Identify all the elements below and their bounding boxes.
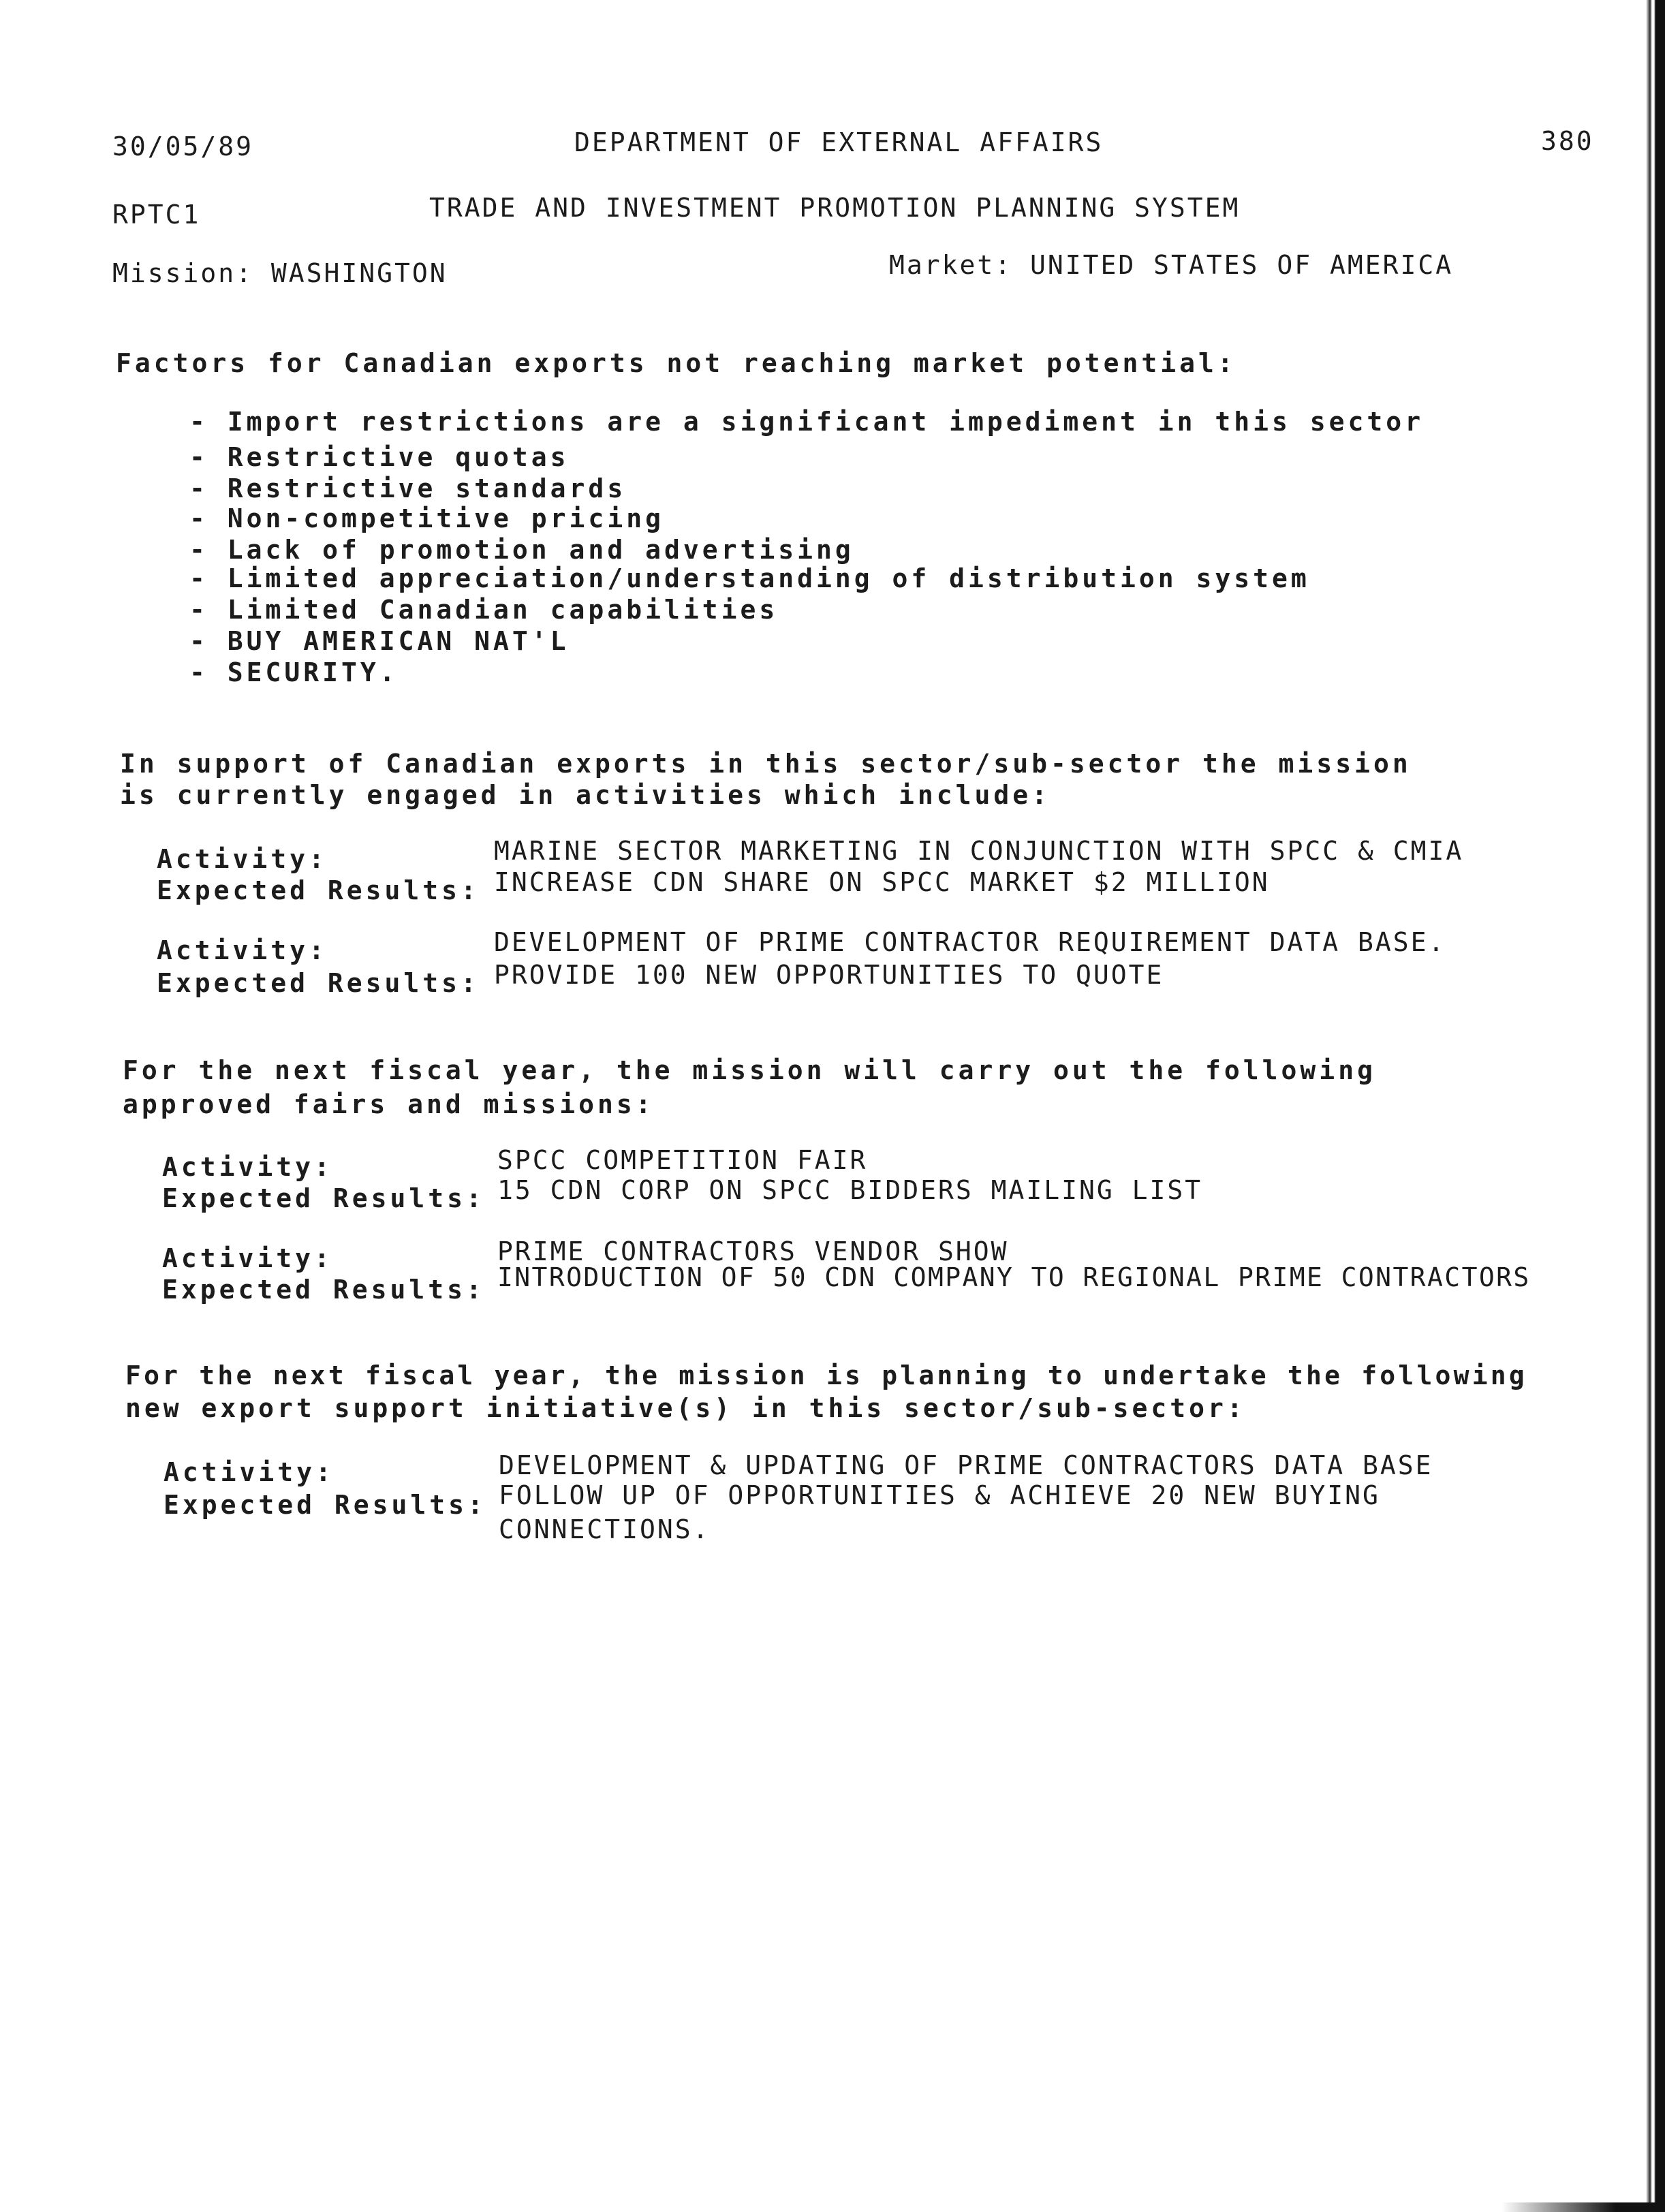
factor-item: - SECURITY.: [189, 657, 399, 687]
activity-label: Activity:: [162, 1152, 333, 1182]
expected-results-label: Expected Results:: [162, 1275, 485, 1305]
activity-label: Activity:: [162, 1243, 333, 1273]
initiatives-intro-line: For the next fiscal year, the mission is planning to undertake the following: [125, 1360, 1527, 1390]
mission-label: Mission: WASHINGTON: [112, 258, 448, 288]
report-date: 30/05/89: [112, 131, 254, 161]
activity-value: DEVELOPMENT OF PRIME CONTRACTOR REQUIREMENT DATA BASE.: [494, 927, 1446, 957]
system-title: TRADE AND INVESTMENT PROMOTION PLANNING SYSTEM: [429, 193, 1241, 223]
fairs-intro-line: For the next fiscal year, the mission will carry out the following: [123, 1055, 1376, 1085]
expected-results-label: Expected Results:: [164, 1490, 486, 1520]
activity-value: PRIME CONTRACTORS VENDOR SHOW: [497, 1236, 1009, 1266]
factor-item: - Import restrictions are a significant impediment in this sector: [189, 407, 1425, 437]
expected-results-label: Expected Results:: [162, 1183, 485, 1213]
report-code: RPTC1: [112, 200, 201, 230]
expected-results-value: PROVIDE 100 NEW OPPORTUNITIES TO QUOTE: [494, 960, 1164, 990]
expected-results-value-continued: CONNECTIONS.: [499, 1514, 711, 1544]
expected-results-value: 15 CDN CORP ON SPCC BIDDERS MAILING LIST: [497, 1175, 1203, 1205]
current-intro-line: In support of Canadian exports in this sector/sub-sector the mission: [120, 749, 1412, 779]
activity-value: MARINE SECTOR MARKETING IN CONJUNCTION WITH SPCC & CMIA: [494, 836, 1464, 866]
current-intro-line: is currently engaged in activities which include:: [120, 780, 1051, 810]
factor-item: - Non-competitive pricing: [189, 503, 664, 533]
expected-results-label: Expected Results:: [157, 875, 480, 905]
page-number: 380: [1541, 126, 1594, 156]
page-edge: [1646, 0, 1665, 2212]
market-label: Market: UNITED STATES OF AMERICA: [889, 250, 1454, 280]
expected-results-value: FOLLOW UP OF OPPORTUNITIES & ACHIEVE 20 NEW BUYING: [499, 1480, 1380, 1510]
initiatives-intro-line: new export support initiative(s) in this sector/sub-sector:: [125, 1393, 1246, 1423]
factor-item: - Limited appreciation/understanding of distribution system: [189, 563, 1310, 593]
page-corner-shadow: [1501, 2202, 1665, 2212]
fairs-intro-line: approved fairs and missions:: [123, 1089, 655, 1119]
activity-value: DEVELOPMENT & UPDATING OF PRIME CONTRACTORS DATA BASE: [499, 1450, 1433, 1480]
activity-label: Activity:: [157, 844, 328, 874]
activity-value: SPCC COMPETITION FAIR: [497, 1145, 868, 1175]
factors-heading: Factors for Canadian exports not reaching market potential:: [116, 348, 1236, 378]
factor-item: - Limited Canadian capabilities: [189, 595, 779, 625]
activity-label: Activity:: [164, 1457, 334, 1487]
expected-results-label: Expected Results:: [157, 968, 480, 998]
activity-label: Activity:: [157, 935, 328, 965]
factor-item: - BUY AMERICAN NAT'L: [189, 626, 570, 656]
factor-item: - Lack of promotion and advertising: [189, 535, 854, 565]
factor-item: - Restrictive standards: [189, 473, 627, 503]
department-title: DEPARTMENT OF EXTERNAL AFFAIRS: [574, 127, 1104, 157]
factor-item: - Restrictive quotas: [189, 442, 570, 472]
expected-results-value: INTRODUCTION OF 50 CDN COMPANY TO REGIONAL PRIME CONTRACTORS: [497, 1262, 1531, 1292]
expected-results-value: INCREASE CDN SHARE ON SPCC MARKET $2 MILLION: [494, 867, 1270, 897]
